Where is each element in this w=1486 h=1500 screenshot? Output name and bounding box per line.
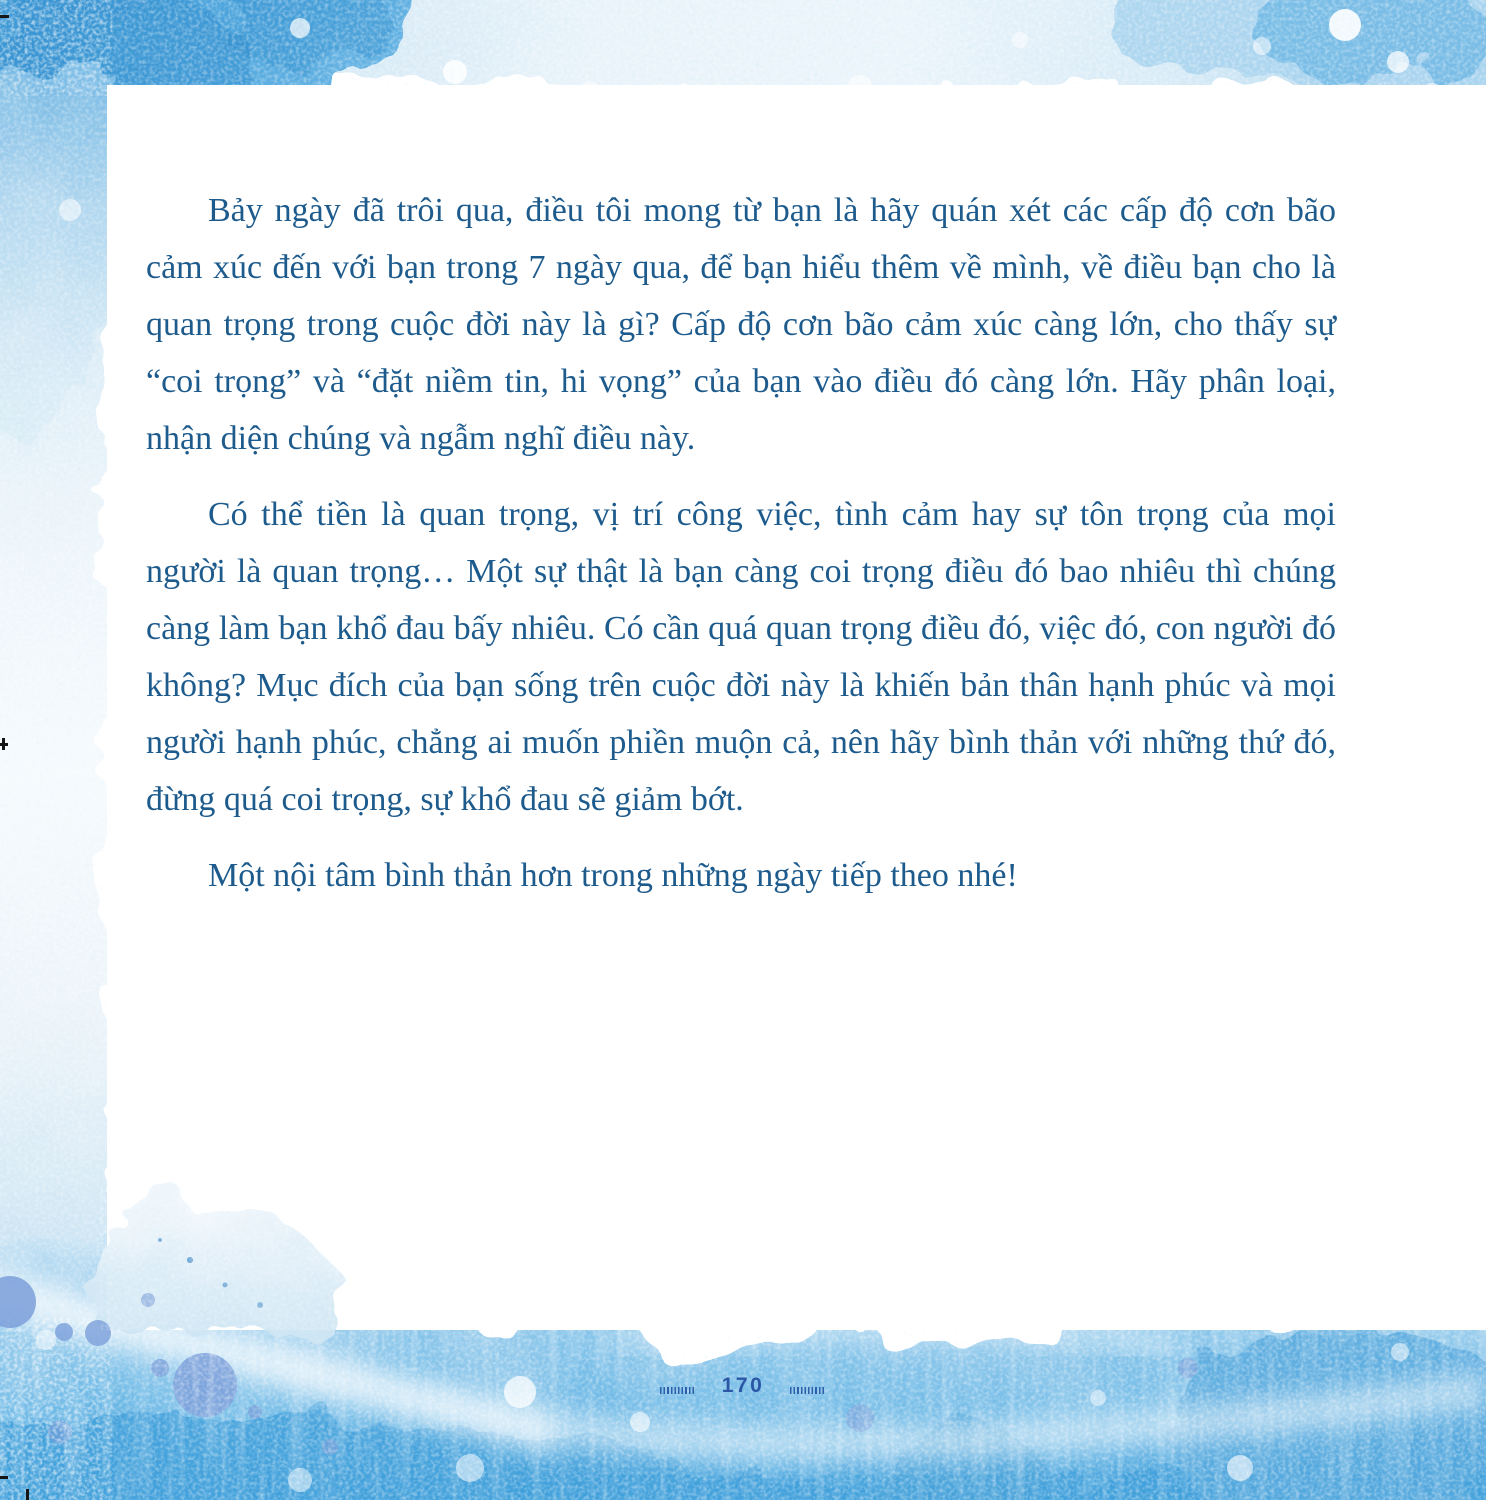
paragraph-2: Có thể tiền là quan trọng, vị trí công việc, tình cảm hay sự tôn trọng của mọi người là quan trọng… Một sự thật là bạn càng coi trọng điều đó bao nhiêu thì chúng càng làm bạn khổ đau bấy nhiêu. Có cần quá quan trọng điều đó, việc đó, con người đó không? Mục đích của bạn sống trên cuộc đời này là khiến bản thân hạnh phúc và mọi người hạnh phúc, chẳng ai muốn phiền muộn cả, nên hãy bình thản với những thứ đó, đừng quá coi trọng, sự khổ đau sẽ giảm bớt. xyxy=(146,496,1336,818)
page-number: 170 xyxy=(721,1374,765,1397)
paragraph-1: Bảy ngày đã trôi qua, điều tôi mong từ bạn là hãy quán xét các cấp độ cơn bão cảm xúc đến với bạn trong 7 ngày qua, để bạn hiểu thêm về mình, về điều bạn cho là quan trọng trong cuộc đời này là gì? Cấp độ cơn bão cảm xúc càng lớn, cho thấy sự “coi trọng” và “đặt niềm tin, hi vọng” của bạn vào điều đó càng lớn. Hãy phân loại, nhận diện chúng và ngẫm nghĩ điều này. xyxy=(146,192,1336,457)
body-text xyxy=(146,182,1336,923)
tick-ornament-left-icon xyxy=(660,1387,696,1394)
crop-mark-bottom-horizontal-icon xyxy=(0,1476,8,1479)
page-footer xyxy=(0,1374,1486,1398)
tick-ornament-right-icon xyxy=(790,1387,826,1394)
crop-mark-top-left-icon xyxy=(0,15,9,18)
crop-mark-bottom-vertical-icon xyxy=(26,1489,29,1500)
paragraph-3: Một nội tâm bình thản hơn trong những ngày tiếp theo nhé! xyxy=(208,857,1018,894)
crop-mark-left-vertical-icon xyxy=(2,738,5,750)
